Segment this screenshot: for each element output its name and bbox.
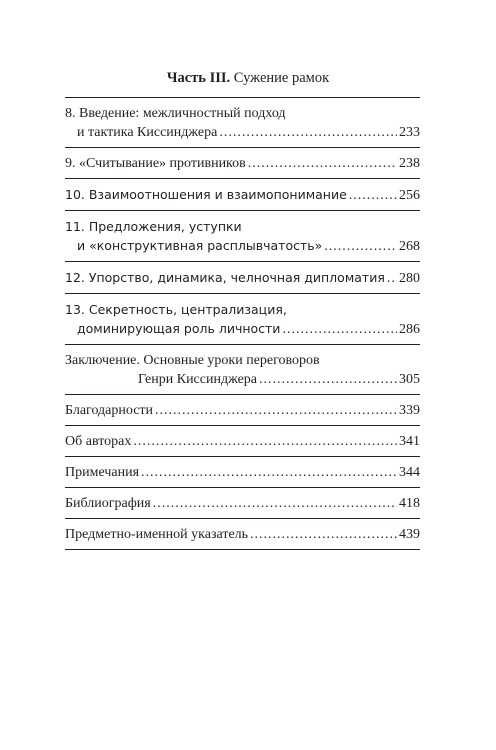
page-number: 341 xyxy=(399,434,420,449)
dot-leader xyxy=(259,370,397,389)
toc-entry-chapter-13 xyxy=(65,300,420,339)
toc-entry-title: 10. Взаимоотношения и взаимопонимание xyxy=(65,187,347,202)
page-number: 286 xyxy=(399,322,420,337)
toc-entry-title: Благодарности xyxy=(65,403,154,418)
divider xyxy=(65,147,420,148)
dot-leader xyxy=(133,432,397,451)
dot-leader xyxy=(250,525,397,544)
divider xyxy=(65,97,420,98)
dot-leader xyxy=(282,320,397,339)
divider xyxy=(65,261,420,262)
toc-entry-title-cont: Генри Киссинджера xyxy=(138,372,258,387)
page-number: 439 xyxy=(399,527,420,542)
divider xyxy=(65,178,420,179)
dot-leader xyxy=(155,401,397,420)
page-number: 238 xyxy=(399,156,420,171)
page-number: 256 xyxy=(399,188,420,203)
toc-entry-chapter-10 xyxy=(65,185,420,205)
dot-leader xyxy=(324,237,397,256)
dot-leader xyxy=(387,269,397,288)
divider xyxy=(65,456,420,457)
toc-entry-title: Библиография xyxy=(65,496,151,511)
toc-entry-title: 11. Предложения, уступки xyxy=(65,219,242,234)
toc-entry-acknowledgements xyxy=(65,401,420,420)
dot-leader xyxy=(219,123,397,142)
table-of-contents xyxy=(65,92,420,556)
page-number: 233 xyxy=(399,125,420,140)
divider xyxy=(65,425,420,426)
toc-entry-about-authors xyxy=(65,432,420,451)
toc-entry-title: Предметно-именной указатель xyxy=(65,527,249,542)
dot-leader xyxy=(141,463,397,482)
toc-entry-title: Заключение. Основные уроки переговоров xyxy=(65,353,320,368)
toc-entry-title-cont: и тактика Киссинджера xyxy=(77,125,218,140)
dot-leader xyxy=(153,494,397,513)
toc-entry-chapter-11 xyxy=(65,217,420,256)
toc-entry-title: 13. Секретность, централизация, xyxy=(65,302,287,317)
toc-entry-title: Примечания xyxy=(65,465,140,480)
toc-entry-conclusion xyxy=(65,351,420,389)
toc-entry-index xyxy=(65,525,420,544)
toc-entry-notes xyxy=(65,463,420,482)
toc-entry-title-cont: доминирующая роль личности xyxy=(77,321,281,336)
part-heading xyxy=(0,69,496,87)
divider xyxy=(65,487,420,488)
page-number: 305 xyxy=(399,372,420,387)
dot-leader xyxy=(248,154,397,173)
toc-entry-chapter-9 xyxy=(65,154,420,173)
toc-entry-chapter-12 xyxy=(65,268,420,288)
dot-leader xyxy=(349,186,397,205)
toc-entry-title-cont: и «конструктивная расплывчатость» xyxy=(77,238,323,253)
divider xyxy=(65,549,420,550)
toc-entry-bibliography xyxy=(65,494,420,513)
part-title: Сужение рамок xyxy=(233,70,330,86)
divider xyxy=(65,293,420,294)
page-number: 418 xyxy=(399,496,420,511)
toc-entry-chapter-8 xyxy=(65,104,420,142)
divider xyxy=(65,210,420,211)
part-number: Часть III. xyxy=(166,70,231,86)
page-number: 268 xyxy=(399,239,420,254)
toc-entry-title: 9. «Считывание» противников xyxy=(65,156,246,171)
page-number: 280 xyxy=(399,271,420,286)
page-number: 339 xyxy=(399,403,420,418)
divider xyxy=(65,518,420,519)
toc-entry-title: 8. Введение: межличностный подход xyxy=(65,106,286,121)
divider xyxy=(65,344,420,345)
toc-entry-title: Об авторах xyxy=(65,434,132,449)
divider xyxy=(65,394,420,395)
toc-entry-title: 12. Упорство, динамика, челночная дипломатия xyxy=(65,270,385,285)
page-number: 344 xyxy=(399,465,420,480)
